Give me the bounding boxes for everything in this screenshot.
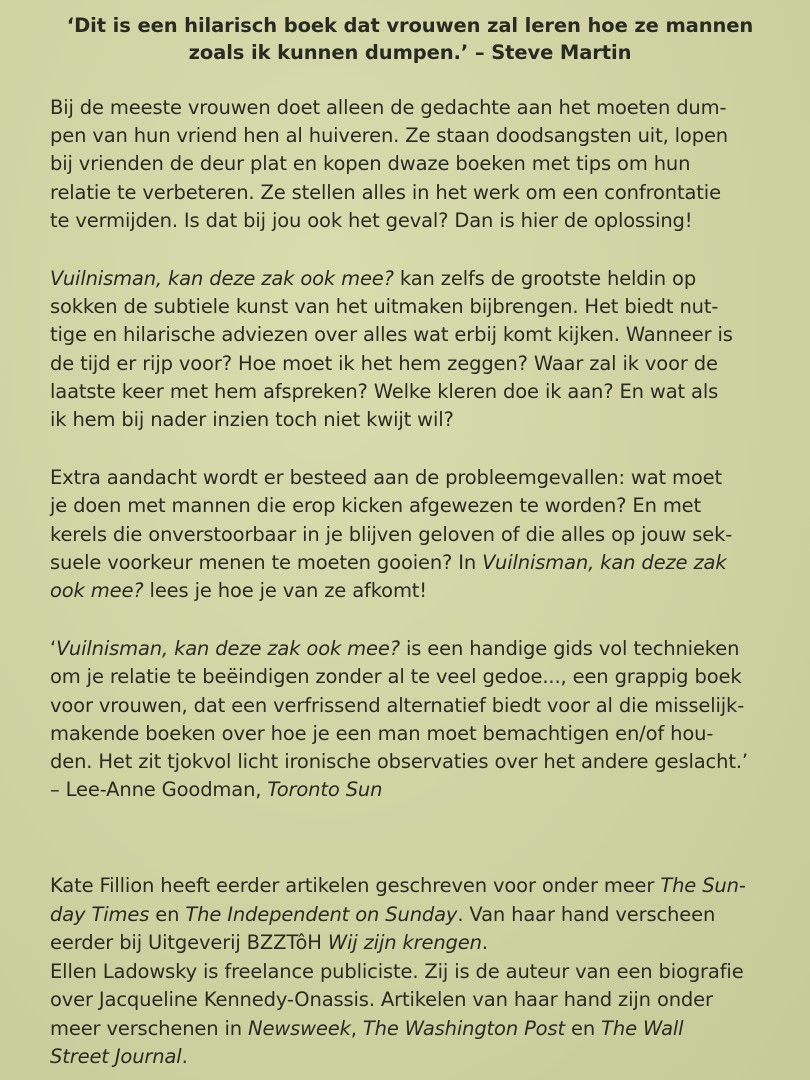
book-title: Vuilnisman, kan deze zak ook mee?: [56, 637, 400, 661]
review-source: Toronto Sun: [267, 778, 383, 802]
paragraph-problem-cases: [50, 464, 770, 605]
text-line: suele voorkeur menen te moeten gooien? In Vuilnisman, kan deze zak: [50, 550, 727, 574]
text-line: kerels die onverstoorbaar in je blijven geloven of die alles op jouw sek-: [50, 522, 733, 546]
text-line: den. Het zit tjokvol licht ironische observaties over het andere geslacht.’: [50, 750, 748, 774]
text-line: Kate Fillion heeft eerder artikelen geschreven voor onder meer The Sun-: [50, 874, 746, 898]
book-title: Vuilnisman, kan deze zak: [482, 550, 727, 574]
text-line: tige en hilarische adviezen over alles wat erbij komt kijken. Wanneer is: [50, 323, 733, 347]
text-line: ‘Vuilnisman, kan deze zak ook mee? is een handige gids vol technieken: [50, 637, 740, 661]
text-line: relatie te verbeteren. Ze stellen alles in het werk om een confrontatie: [50, 180, 721, 204]
review-attribution: – Lee-Anne Goodman, Toronto Sun: [50, 778, 383, 802]
paragraph-intro: [50, 94, 770, 235]
author-bios: [50, 872, 770, 1071]
text-line: om je relatie te beëindigen zonder al te veel gedoe..., een grappig boek: [50, 665, 742, 689]
text-line: ik hem bij nader inzien toch niet kwijt wil?: [50, 408, 454, 432]
text-line: voor vrouwen, dat een verfrissend alternatief biedt voor al die misselijk-: [50, 693, 745, 717]
text-line: over Jacqueline Kennedy-Onassis. Artikelen van haar hand zijn onder: [50, 988, 713, 1012]
text-line: Vuilnisman, kan deze zak ook mee? kan zelfs de grootste heldin op: [50, 267, 697, 291]
text-line: pen van hun vriend hen al huiveren. Ze staan doodsangsten uit, lopen: [50, 124, 728, 148]
text-line: Street Journal.: [50, 1044, 188, 1068]
text-line: laatste keer met hem afspreken? Welke kleren doe ik aan? En wat als: [50, 379, 719, 403]
text-line: day Times en The Independent on Sunday. Van haar hand verscheen: [50, 902, 716, 926]
review-quote: [50, 635, 770, 804]
quote-line: ‘Dit is een hilarisch boek dat vrouwen zal leren hoe ze mannen: [66, 14, 754, 37]
text-line: Extra aandacht wordt er besteed aan de probleemgevallen: wat moet: [50, 466, 723, 490]
paragraph-book-description: [50, 265, 770, 434]
text-line: makende boeken over hoe je een man moet bemachtigen en/of hou-: [50, 721, 714, 745]
book-title: ook mee?: [50, 579, 144, 603]
text-line: Bij de meeste vrouwen doet alleen de gedachte aan het moeten dum-: [50, 96, 727, 119]
text-line: eerder bij Uitgeverij BZZTôH Wij zijn krengen.: [50, 931, 488, 955]
blurb-quote: [50, 12, 770, 66]
text-line: bij vrienden de deur plat en kopen dwaze boeken met tips om hun: [50, 152, 691, 176]
text-line: meer verschenen in Newsweek, The Washington Post en The Wall: [50, 1016, 684, 1040]
book-title: Vuilnisman, kan deze zak ook mee?: [50, 267, 394, 291]
quote-line: zoals ik kunnen dumpen.’ – Steve Martin: [188, 41, 632, 64]
text-line: de tijd er rijp voor? Hoe moet ik het hem zeggen? Waar zal ik voor de: [50, 351, 718, 375]
text-line: sokken de subtiele kunst van het uitmaken bijbrengen. Het biedt nut-: [50, 295, 719, 319]
text-line: je doen met mannen die erop kicken afgewezen te worden? En met: [50, 494, 702, 518]
text-line: Ellen Ladowsky is freelance publiciste. Zij is de auteur van een biografie: [50, 959, 744, 983]
text-line: te vermijden. Is dat bij jou ook het geval? Dan is hier de oplossing!: [50, 208, 693, 232]
text-line: ook mee? lees je hoe je van ze afkomt!: [50, 579, 427, 603]
